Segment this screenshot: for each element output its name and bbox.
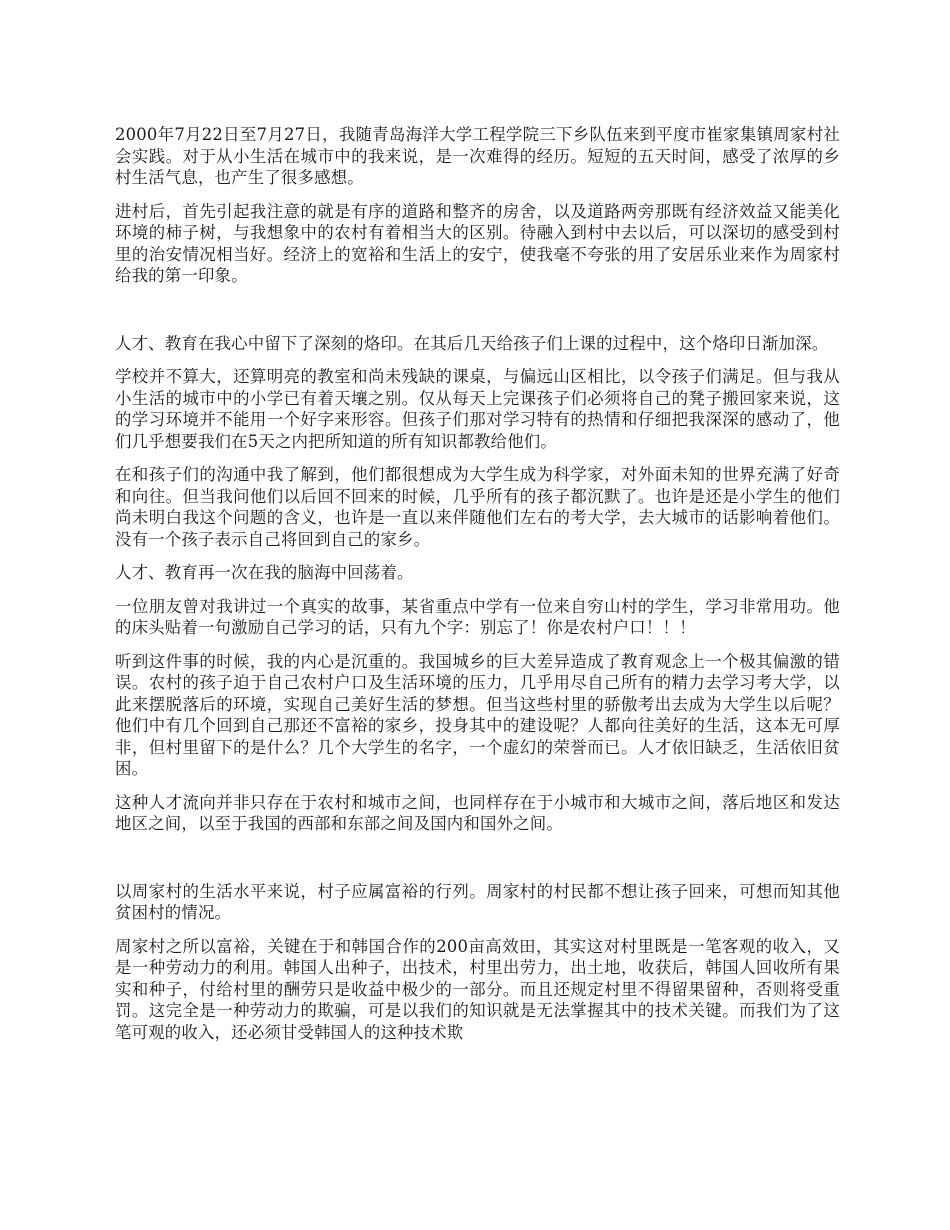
section-gap [115, 299, 840, 333]
paragraph-2: 进村后，首先引起我注意的就是有序的道路和整齐的房舍，以及道路两旁那既有经济效益又能美化环境的柿子树，与我想象中的农村有着相当大的区别。待融入到村中去以后，可以深切的感受到村里的治安情况相当好。经济上的宽裕和生活上的安宁，使我毫不夸张的用了安居乐业来作为周家村给我的第一印象。 [115, 201, 840, 285]
paragraph-11: 周家村之所以富裕，关键在于和韩国合作的200亩高效田，其实这对村里既是一笔客观的收入，又是一种劳动力的利用。韩国人出种子，出技术，村里出劳力，出土地，收获后，韩国人回收所有果实和种子，付给村里的酬劳只是收益中极少的一部分。而且还规定村里不得留果留种，否则将受重罚。这完全是一种劳动力的欺骗，可是以我们的知识就是无法掌握其中的技术关键。而我们为了这笔可观的收入，还必须甘受韩国人的这种技术欺 [115, 936, 840, 1042]
paragraph-1: 2000年7月22日至7月27日，我随青岛海洋大学工程学院三下乡队伍来到平度市崔家集镇周家村社会实践。对于从小生活在城市中的我来说，是一次难得的经历。短短的五天时间，感受了浓厚的乡村生活气息，也产生了很多感想。 [115, 125, 840, 187]
paragraph-8: 听到这件事的时候，我的内心是沉重的。我国城乡的巨大差异造成了教育观念上一个极其偏激的错误。农村的孩子迫于自己农村户口及生活环境的压力，几乎用尽自己所有的精力去学习考大学，以此来摆脱落后的环境，实现自己美好生活的梦想。但当这些村里的骄傲考出去成为大学生以后呢？他们中有几个回到自己那还不富裕的家乡，投身其中的建设呢？人都向往美好的生活，这本无可厚非，但村里留下的是什么？几个大学生的名字，一个虚幻的荣誉而已。人才依旧缺乏，生活依旧贫困。 [115, 651, 840, 778]
paragraph-3: 人才、教育在我心中留下了深刻的烙印。在其后几天给孩子们上课的过程中，这个烙印日渐加深。 [115, 333, 829, 353]
paragraph-7: 一位朋友曾对我讲过一个真实的故事，某省重点中学有一位来自穷山村的学生，学习非常用功。他的床头贴着一句激励自己学习的话，只有九个字：别忘了！你是农村户口！！！ [115, 596, 840, 637]
document-body [115, 124, 840, 1055]
section-gap [115, 847, 840, 881]
paragraph-10: 以周家村的生活水平来说，村子应属富裕的行列。周家村的村民都不想让孩子回来，可想而知其他贫困村的情况。 [115, 881, 840, 922]
paragraph-6: 人才、教育再一次在我的脑海中回荡着。 [115, 563, 414, 582]
paragraph-4: 学校并不算大，还算明亮的教室和尚未残缺的课桌，与偏远山区相比，以令孩子们满足。但与我从小生活的城市中的小学已有着天壤之别。仅从每天上完课孩子们必须将自己的凳子搬回家来说，这的学习环境并不能用一个好字来形容。但孩子们那对学习特有的热情和仔细把我深深的感动了，他们几乎想要我们在5天之内把所知道的所有知识都教给他们。 [115, 367, 840, 451]
paragraph-5: 在和孩子们的沟通中我了解到，他们都很想成为大学生成为科学家，对外面未知的世界充满了好奇和向往。但当我问他们以后回不回来的时候，几乎所有的孩子都沉默了。也许是还是小学生的他们尚未明白我这个问题的含义，也许是一直以来伴随他们左右的考大学，去大城市的话影响着他们。没有一个孩子表示自己将回到自己的家乡。 [115, 465, 840, 549]
paragraph-9: 这种人才流向并非只存在于农村和城市之间，也同样存在于小城市和大城市之间，落后地区和发达地区之间，以至于我国的西部和东部之间及国内和国外之间。 [115, 792, 840, 833]
